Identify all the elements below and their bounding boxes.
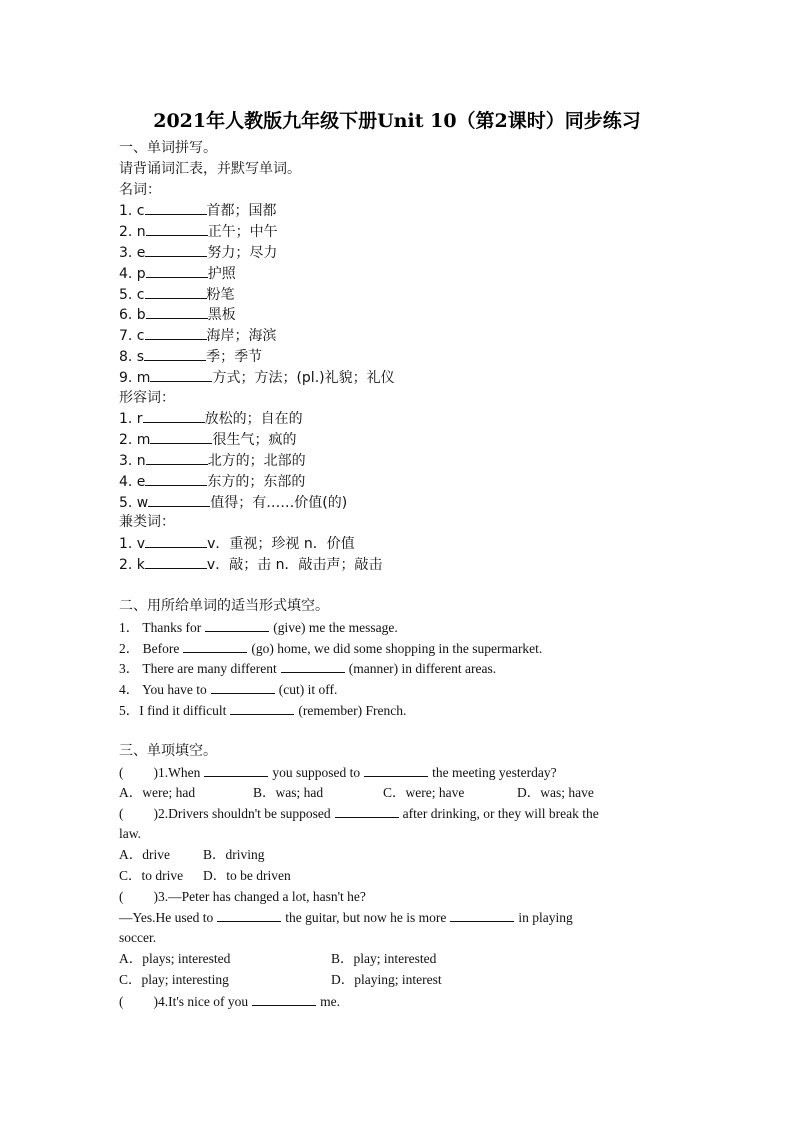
item-prefix: 2. m	[119, 432, 151, 449]
question-text: 4.It's nice of you	[158, 993, 249, 1009]
option-b[interactable]: B．play; interested	[331, 950, 437, 966]
answer-blank[interactable]	[144, 346, 206, 361]
answer-blank[interactable]	[148, 492, 210, 507]
item-prefix: 5. c	[119, 286, 145, 303]
answer-paren-open: (	[119, 993, 124, 1009]
answer-blank[interactable]	[364, 762, 428, 777]
list-item	[119, 221, 395, 242]
list-item	[119, 408, 395, 429]
question-text: 1.When	[158, 764, 201, 780]
option-a[interactable]: A．were; had	[119, 784, 196, 800]
option-d[interactable]: D．was; have	[517, 784, 594, 800]
answer-blank[interactable]	[146, 221, 208, 236]
item-text: Before	[142, 640, 180, 656]
question-stem	[119, 803, 599, 824]
section-word-forms	[119, 596, 542, 721]
option-c[interactable]: C．were; have	[383, 784, 465, 800]
list-item	[119, 242, 395, 263]
answer-blank[interactable]	[145, 533, 207, 548]
item-hint: (remember) French.	[298, 702, 407, 718]
question-text-cont: soccer.	[119, 930, 157, 946]
answer-paren-close: )	[153, 888, 158, 904]
item-meaning: 值得；有……价值(的)	[210, 494, 348, 511]
option-d[interactable]: D．to be driven	[203, 867, 291, 883]
item-prefix: 1. c	[119, 203, 145, 220]
answer-blank[interactable]	[145, 554, 207, 569]
instruction-text: 请背诵词汇表，并默写单词。	[119, 160, 301, 177]
item-prefix: 3. e	[119, 244, 146, 261]
item-prefix: 6. b	[119, 307, 146, 324]
item-prefix: 5. w	[119, 494, 149, 511]
option-row	[119, 783, 599, 804]
item-prefix: 4. p	[119, 265, 146, 282]
adjectives-label: 形容词：	[119, 389, 175, 406]
item-prefix: 3. n	[119, 452, 146, 469]
page-title: 2021年人教版九年级下册Unit 10（第2课时）同步练习	[153, 110, 641, 132]
answer-blank[interactable]	[143, 408, 205, 423]
answer-blank[interactable]	[150, 429, 212, 444]
list-item	[119, 554, 395, 575]
option-c[interactable]: C．play; interesting	[119, 971, 229, 987]
list-item	[119, 700, 542, 721]
answer-blank[interactable]	[145, 200, 207, 215]
item-meaning: 北方的；北部的	[207, 452, 306, 469]
item-prefix: 8. s	[119, 348, 145, 365]
option-row	[119, 970, 599, 991]
answer-blank[interactable]	[217, 907, 281, 922]
item-meaning: v．重视；珍视 n．价值	[207, 536, 355, 553]
list-item	[119, 658, 542, 679]
item-number: 1．	[119, 619, 140, 635]
option-b[interactable]: B．driving	[203, 846, 265, 862]
list-item	[119, 617, 542, 638]
list-item	[119, 284, 395, 305]
multi-class-label: 兼类词：	[119, 514, 175, 531]
question-text: the guitar, but now he is more	[285, 910, 447, 926]
item-meaning: 东方的；东部的	[207, 473, 306, 490]
answer-paren-close: )	[153, 806, 158, 822]
list-item	[119, 304, 395, 325]
item-meaning: 黑板	[207, 307, 236, 324]
question-text-cont: law.	[119, 826, 141, 842]
item-meaning: 方式；方法；(pl.)礼貌；礼仪	[212, 369, 395, 386]
list-item	[119, 492, 395, 513]
question-text: 2.Drivers shouldn't be supposed	[158, 806, 331, 822]
item-meaning: 护照	[207, 265, 236, 282]
answer-blank[interactable]	[145, 284, 207, 299]
option-row	[119, 949, 599, 970]
question-text: after drinking, or they will break the	[402, 806, 599, 822]
item-text: You have to	[142, 682, 207, 698]
item-prefix: 2. n	[119, 224, 146, 241]
answer-blank[interactable]	[150, 367, 212, 382]
item-hint: (give) me the message.	[273, 619, 398, 635]
item-prefix: 4. e	[119, 473, 146, 490]
option-c[interactable]: C．to drive	[119, 867, 184, 883]
list-item	[119, 346, 395, 367]
item-hint: (manner) in different areas.	[348, 661, 497, 677]
item-prefix: 1. r	[119, 411, 143, 428]
item-text: There are many different	[142, 661, 277, 677]
nouns-label: 名词：	[119, 181, 161, 198]
item-number: 4．	[119, 682, 140, 698]
question-text: —Yes.He used to	[119, 910, 214, 926]
answer-blank[interactable]	[146, 304, 208, 319]
option-a[interactable]: A．plays; interested	[119, 950, 231, 966]
answer-paren-close: )	[153, 764, 158, 780]
answer-blank[interactable]	[145, 325, 207, 340]
question-text: you supposed to	[272, 764, 361, 780]
option-row	[119, 866, 599, 887]
item-meaning: 粉笔	[206, 286, 235, 303]
item-meaning: 放松的；自在的	[204, 411, 303, 428]
answer-blank[interactable]	[230, 700, 294, 715]
list-item	[119, 367, 395, 388]
item-number: 3．	[119, 661, 140, 677]
answer-blank[interactable]	[145, 242, 207, 257]
answer-blank[interactable]	[183, 638, 247, 653]
section-heading: 二、用所给单词的适当形式填空。	[119, 598, 329, 614]
item-text: I find it difficult	[139, 702, 227, 718]
answer-paren-open: (	[119, 806, 124, 822]
answer-blank[interactable]	[146, 450, 208, 465]
item-hint: (go) home, we did some shopping in the supermarket.	[251, 640, 543, 656]
item-text: Thanks for	[142, 619, 202, 635]
option-a[interactable]: A．drive	[119, 846, 170, 862]
answer-blank[interactable]	[205, 617, 269, 632]
answer-paren-open: (	[119, 888, 124, 904]
item-meaning: 海岸；海滨	[206, 328, 277, 345]
list-item	[119, 471, 395, 492]
section-heading: 一、单词拼写。	[119, 140, 217, 156]
answer-blank[interactable]	[335, 803, 399, 818]
item-meaning: v．敲；击 n．敲击声；敲击	[206, 556, 383, 573]
item-prefix: 1. v	[119, 536, 146, 553]
item-prefix: 7. c	[119, 328, 145, 345]
question-stem	[119, 991, 599, 1012]
item-meaning: 正午；中午	[207, 224, 278, 241]
item-prefix: 2. k	[119, 556, 145, 573]
answer-blank[interactable]	[450, 907, 514, 922]
question-text: 3.—Peter has changed a lot, hasn't he?	[158, 888, 366, 904]
list-item	[119, 263, 395, 284]
list-item	[119, 638, 542, 659]
question-text-cont	[119, 907, 599, 928]
question-text: the meeting yesterday?	[432, 764, 557, 780]
option-row	[119, 845, 599, 866]
answer-blank[interactable]	[204, 762, 268, 777]
answer-paren-open: (	[119, 764, 124, 780]
question-text: me.	[320, 993, 341, 1009]
item-prefix: 9. m	[119, 369, 151, 386]
list-item	[119, 325, 395, 346]
item-number: 5．	[119, 702, 140, 718]
item-meaning: 很生气；疯的	[212, 432, 297, 449]
section-heading: 三、单项填空。	[119, 743, 217, 759]
answer-blank[interactable]	[211, 679, 275, 694]
answer-blank[interactable]	[281, 658, 345, 673]
question-text: in playing	[518, 910, 573, 926]
question-stem	[119, 887, 599, 908]
list-item	[119, 533, 395, 554]
answer-blank[interactable]	[146, 263, 208, 278]
list-item	[119, 450, 395, 471]
item-meaning: 首都；国都	[206, 203, 277, 220]
item-meaning: 季；季节	[206, 348, 263, 365]
item-hint: (cut) it off.	[278, 682, 338, 698]
answer-blank[interactable]	[145, 471, 207, 486]
answer-paren-close: )	[153, 993, 158, 1009]
section-multiple-choice	[119, 741, 599, 1011]
question-stem	[119, 762, 599, 783]
answer-blank[interactable]	[252, 991, 316, 1006]
section-word-spelling	[119, 138, 395, 575]
list-item	[119, 429, 395, 450]
item-meaning: 努力；尽力	[207, 244, 278, 261]
option-b[interactable]: B．was; had	[253, 784, 324, 800]
option-d[interactable]: D．playing; interest	[331, 971, 442, 987]
list-item	[119, 200, 395, 221]
item-number: 2．	[119, 640, 140, 656]
list-item	[119, 679, 542, 700]
